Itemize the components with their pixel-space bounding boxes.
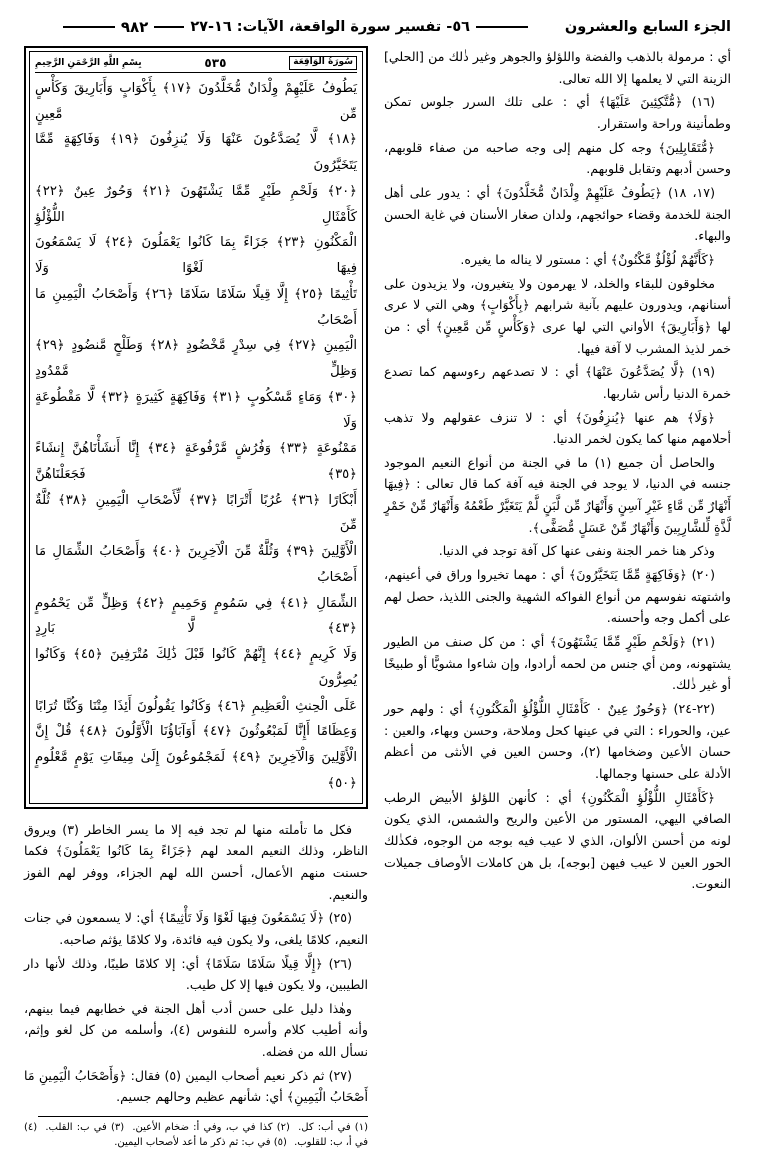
header-center bbox=[26, 18, 565, 36]
commentary-below-frame bbox=[24, 819, 368, 1111]
quran-line: الْأَوَّلِينَ وَالْآخِرِينَ ﴿٤٩﴾ لَمَجْمُوعُونَ إِلَىٰ مِيقَاتِ يَوْمٍ مَّعْلُومٍ ﴿٥٠﴾ bbox=[35, 750, 357, 791]
paragraph: فكل ما تأملته منها لم تجد فيه إلا ما يسر الخاطر (٣) ويروق الناظر، وذلك النعيم المعد لهم ﴿جَزَاءً بِمَا كَانُوا يَعْمَلُونَ﴾ فكما حسنت منهم الأعمال، أحسن الله لهم الجزاء، ووفر لهم الفوز والنعيم. bbox=[24, 821, 368, 902]
page-body bbox=[22, 46, 735, 1149]
quran-line: ﴿٣٠﴾ وَمَاءٍ مَّسْكُوبٍ ﴿٣١﴾ وَفَاكِهَةٍ كَثِيرَةٍ ﴿٣٢﴾ لَّا مَقْطُوعَةٍ وَلَا bbox=[35, 389, 358, 431]
quran-frame-header bbox=[35, 56, 357, 73]
quran-line: وَعِظَامًا أَإِنَّا لَمَبْعُوثُونَ ﴿٤٧﴾ أَوَآبَاؤُنَا الْأَوَّلُونَ ﴿٤٨﴾ قُلْ إِنَّ bbox=[35, 724, 357, 740]
paragraph: وهٰذا دليل على حسن أدب أهل الجنة في خطابهم فيما بينهم، وأنه أطيب كلام وأسره للنفوس (٤)، وأسلمه من كل لغو وإثم، نسأل الله من فضله. bbox=[24, 1000, 368, 1060]
quran-line: الْيَمِينِ ﴿٢٧﴾ فِي سِدْرٍ مَّخْضُودٍ ﴿٢٨﴾ وَطَلْحٍ مَّنضُودٍ ﴿٢٩﴾ وَظِلٍّ مَّمْدُودٍ bbox=[35, 338, 358, 380]
quran-line: مَمْنُوعَةٍ ﴿٣٣﴾ وَفُرُشٍ مَّرْفُوعَةٍ ﴿٣٤﴾ إِنَّا أَنشَأْنَاهُنَّ إِنشَاءً ﴿٣٥﴾ فَجَعَلْنَاهُنَّ bbox=[35, 441, 357, 483]
header-juz-label: الجزء السابع والعشرون bbox=[564, 19, 731, 35]
header-sura-label: ٥٦- تفسير سورة الواقعة، الآيات: ١٦-٢٧ bbox=[190, 19, 471, 35]
footnote-item: (٥) في ب: ثم ذكر ما أعد لأصحاب اليمين. bbox=[114, 1137, 287, 1149]
paragraph: (١٧، ١٨) ﴿يَطُوفُ عَلَيْهِمْ وِلْدَانٌ مُّخَلَّدُونَ﴾ أي : يدور على أهل الجنة للخدمة وقضاء حوائجهم، ولدان صغار الأسنان في غاية الحسن والبهاء. bbox=[384, 184, 731, 244]
quran-line: ﴿١٨﴾ لَّا يُصَدَّعُونَ عَنْهَا وَلَا يُنزِفُونَ ﴿١٩﴾ وَفَاكِهَةٍ مِّمَّا يَتَخَيَّرُونَ bbox=[35, 132, 358, 174]
footnote-divider bbox=[38, 1116, 368, 1117]
quran-column-left bbox=[22, 46, 376, 1149]
header-rule-left bbox=[63, 26, 115, 28]
quran-line: تَأْثِيمًا ﴿٢٥﴾ إِلَّا قِيلًا سَلَامًا سَلَامًا ﴿٢٦﴾ وَأَصْحَابُ الْيَمِينِ مَا أَصْحَابُ bbox=[35, 286, 357, 328]
paragraph: (٢٢-٢٤) ﴿وَحُورٌ عِينٌ ٠ كَأَمْثَالِ اللُّؤْلُؤِ الْمَكْنُونِ﴾ أي : ولهم حور عين، والحوراء : التي في عينها كحل وملاحة، وحسن وبهاء، والعين : حسان الأعين وضخامها (٢)، وحسن العين في الأنثى من أعظم الأدلة على حسنها وجمالها. bbox=[384, 701, 731, 781]
quran-frame bbox=[24, 46, 368, 809]
paragraph: ﴿مُّتَقَابِلِينَ﴾ وجه كل منهم إلى وجه صاحبه من صفاء قلوبهم، وحسن أدبهم وتقابل قلوبهم. bbox=[384, 139, 731, 177]
basmala-text: بِسْمِ اللَّهِ الرَّحْمَنِ الرَّحِيمِ bbox=[35, 58, 142, 68]
header-rule-right bbox=[476, 26, 528, 28]
paragraph: (٢٠) ﴿وَفَاكِهَةٍ مِّمَّا يَتَخَيَّرُونَ﴾ أي : مهما تخيروا وراق في أعينهم، واشتهته نفوسهم من أنواع الفواكه الشهية والجنى اللذيذ، حصل لهم على أكمل وجه وأحسنه. bbox=[384, 567, 731, 626]
page-header bbox=[22, 18, 735, 40]
paragraph: ﴿وَلَا﴾ هم عنها ﴿يُنزِفُونَ﴾ أي : لا تنزف عقولهم ولا تذهب أحلامهم منها كما يكون لخمر الدنيا. bbox=[384, 409, 731, 447]
quran-line: الْأَوَّلِينَ ﴿٣٩﴾ وَثُلَّةٌ مِّنَ الْآخِرِينَ ﴿٤٠﴾ وَأَصْحَابُ الشِّمَالِ مَا أَصْحَابُ bbox=[35, 544, 357, 585]
header-page-number: ٩٨٢ bbox=[120, 18, 149, 36]
sura-title-badge: سُورَةُ الوَاقِعَة bbox=[289, 56, 357, 69]
paragraph: (١٦) ﴿مُّتَّكِئِينَ عَلَيْهَا﴾ أي : على تلك السرر جلوس تمكن وطمأنينة وراحة واستقرار. bbox=[384, 94, 731, 131]
quran-line: عَلَى الْحِنثِ الْعَظِيمِ ﴿٤٦﴾ وَكَانُوا يَقُولُونَ أَئِذَا مِتْنَا وَكُنَّا تُرَابًا bbox=[35, 698, 357, 714]
paragraph: (٢٧) ثم ذكر نعيم أصحاب اليمين (٥) فقال: ﴿وَأَصْحَابُ الْيَمِينِ مَا أَصْحَابُ الْيَمِينِ﴾ أي: شأنهم عظيم وحالهم جسيم. bbox=[24, 1067, 368, 1105]
commentary-column-right bbox=[376, 46, 735, 1066]
paragraph: ﴿كَأَمْثَالِ اللُّؤْلُؤِ الْمَكْنُونِ﴾ أي : كأنهن اللؤلؤ الأبيض الرطب الصافي اليهي، المستور من الأعين والريح والشمس، الذي يكون لونه من أحسن الألوان، الذي لا عيب فيه بوجه من الوجوه، فكذٰلك الحور العين لا عيب فيهن [بوجه]، بل هن كاملات الأوصاف جميلات النعوت. bbox=[384, 789, 731, 892]
footnote-item: (٣) في ب: القلب. bbox=[45, 1122, 125, 1134]
paragraph: (١٩) ﴿لَّا يُصَدَّعُونَ عَنْهَا﴾ أي : لا تصدعهم رءوسهم كما تصدع خمرة الدنيا رأس شاربها. bbox=[384, 364, 731, 401]
quran-line: الْمَكْنُونِ ﴿٢٣﴾ جَزَاءً بِمَا كَانُوا يَعْمَلُونَ ﴿٢٤﴾ لَا يَسْمَعُونَ فِيهَا لَغْوًا وَلَا bbox=[35, 235, 357, 277]
quran-frame-inner bbox=[29, 51, 363, 804]
footnote-item: (١) في أب: كل. bbox=[298, 1122, 368, 1134]
mushaf-page-number: ٥٣٥ bbox=[204, 56, 227, 70]
quran-line: ﴿٢٠﴾ وَلَحْمِ طَيْرٍ مِّمَّا يَشْتَهُونَ ﴿٢١﴾ وَحُورٌ عِينٌ ﴿٢٢﴾ كَأَمْثَالِ اللُّؤْلُؤِ bbox=[35, 183, 357, 225]
quran-verses bbox=[35, 76, 357, 797]
paragraph: (٢١) ﴿وَلَحْمِ طَيْرٍ مِّمَّا يَشْتَهُونَ﴾ أي : من كل صنف من الطيور يشتهونه، ومن أي جنس من لحمه أرادوا، وإن شاءوا مشويًّا أو طبيخًا أو غير ذٰلك. bbox=[383, 634, 731, 693]
paragraph: (٢٥) ﴿لَا يَسْمَعُونَ فِيهَا لَغْوًا وَلَا تَأْثِيمًا﴾ أي: لا يسمعون في جنات النعيم، كلامًا يلغى، ولا يكون فيه فائدة، ولا كلامًا يؤثم صاحبه. bbox=[24, 910, 368, 947]
paragraph: مخلوقون للبقاء والخلد، لا يهرمون ولا يتغيرون، ولا يزيدون على أسنانهم، ويدورون عليهم بآنية شرابهم ﴿بِأَكْوَابٍ﴾ وهي التي لا عرى لها ﴿وَأَبَارِيقَ﴾ الأواني التي لها عرى ﴿وَكَأْسٍ مِّن مَّعِينٍ﴾ أي : من خمر لذيذ المشرب لا آفة فيها. bbox=[384, 275, 731, 356]
paragraph: (٢٦) ﴿إِلَّا قِيلًا سَلَامًا سَلَامًا﴾ أي: إلا كلامًا طيبًا، وذلك لأنها دار الطيبين، ولا يكون فيها إلا كل طيب. bbox=[24, 955, 368, 993]
footnote-item: (٤) في أ، ب: للقلوب. bbox=[24, 1122, 368, 1149]
quran-line: الشِّمَالِ ﴿٤١﴾ فِي سَمُومٍ وَحَمِيمٍ ﴿٤٢﴾ وَظِلٍّ مِّن يَحْمُومٍ ﴿٤٣﴾ لَّا بَارِدٍ bbox=[35, 595, 358, 637]
paragraph: وذكر هنا خمر الجنة ونفى عنها كل آفة توجد في الدنيا. bbox=[438, 543, 715, 559]
footnotes bbox=[24, 1120, 368, 1150]
footnote-item: (٢) كذا في ب، وفي أ: ضخام الأعين. bbox=[132, 1122, 290, 1134]
paragraph: والحاصل أن جميع (١) ما في الجنة من أنواع النعيم الموجود جنسه في الدنيا، لا يوجد في الجنة فيه آفة كما قال تعالى : ﴿فِيهَا أَنْهَارٌ مِّن مَّاءٍ غَيْرِ آسِنٍ وَأَنْهَارٌ مِّن لَّبَنٍ لَّمْ يَتَغَيَّرْ طَعْمُهُ وَأَنْهَارٌ مِّنْ خَمْرٍ لَّذَّةٍ لِّلشَّارِبِينَ وَأَنْهَارٌ مِّنْ عَسَلٍ مُّصَفًّى﴾. bbox=[384, 454, 731, 535]
paragraph: أي : مرمولة بالذهب والفضة واللؤلؤ والجوهر وغير ذٰلك من [الحلي] الزينة التي لا يعلمها إلا الله تعالى. bbox=[384, 49, 731, 86]
quran-line: أَبْكَارًا ﴿٣٦﴾ عُرُبًا أَتْرَابًا ﴿٣٧﴾ لِّأَصْحَابِ الْيَمِينِ ﴿٣٨﴾ ثُلَّةٌ مِّنَ bbox=[35, 492, 357, 534]
quran-line: وَلَا كَرِيمٍ ﴿٤٤﴾ إِنَّهُمْ كَانُوا قَبْلَ ذَٰلِكَ مُتْرَفِينَ ﴿٤٥﴾ وَكَانُوا يُصِرُّونَ bbox=[35, 647, 357, 688]
header-rule-mid bbox=[154, 26, 184, 28]
quran-line: يَطُوفُ عَلَيْهِمْ وِلْدَانٌ مُّخَلَّدُونَ ﴿١٧﴾ بِأَكْوَابٍ وَأَبَارِيقَ وَكَأْسٍ مِّن مَّعِينٍ bbox=[35, 81, 357, 122]
paragraph: ﴿كَأَنَّهُمْ لُؤْلُؤٌ مَّكْنُونٌ﴾ أي : مستور لا يناله ما يغيره. bbox=[460, 251, 715, 267]
